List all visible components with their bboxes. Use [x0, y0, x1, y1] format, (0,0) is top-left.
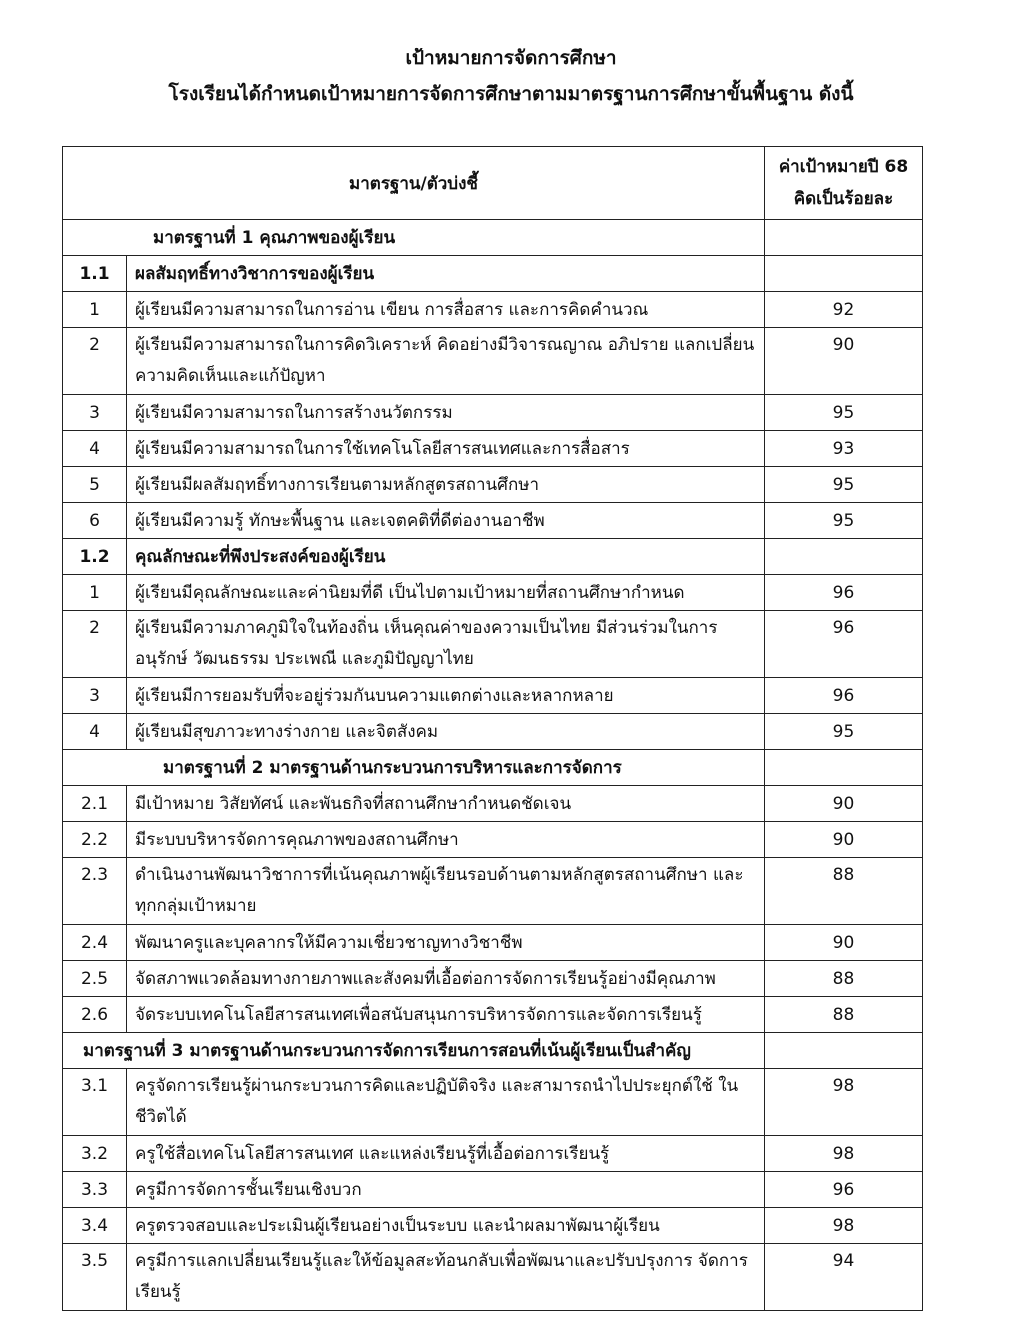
row-text: ครูตรวจสอบและประเมินผู้เรียนอย่างเป็นระบบ และนำผลมาพัฒนาผู้เรียน: [127, 1208, 765, 1244]
group-row: [63, 539, 923, 575]
row-text: ครูจัดการเรียนรู้ผ่านกระบวนการคิดและปฏิบัติจริง และสามารถนำไปประยุกต์ใช้ ในชีวิตได้: [127, 1069, 765, 1136]
table-row: [63, 858, 923, 925]
empty-cell: [765, 539, 923, 575]
standard-2-row: [63, 750, 923, 786]
row-value: 98: [765, 1208, 923, 1244]
row-number: 3.5: [63, 1244, 127, 1311]
row-value: 95: [765, 503, 923, 539]
row-text: ผู้เรียนมีคุณลักษณะและค่านิยมที่ดี เป็นไปตามเป้าหมายที่สถานศึกษากำหนด: [127, 575, 765, 611]
row-text: ผู้เรียนมีความสามารถในการใช้เทคโนโลยีสารสนเทศและการสื่อสาร: [127, 431, 765, 467]
table-row: [63, 1172, 923, 1208]
row-number: 3.2: [63, 1136, 127, 1172]
table-header-row: [63, 147, 923, 220]
row-value: 95: [765, 467, 923, 503]
row-number: 2.1: [63, 786, 127, 822]
table-row: [63, 503, 923, 539]
empty-cell: [765, 256, 923, 292]
group-title: คุณลักษณะที่พึงประสงค์ของผู้เรียน: [127, 539, 765, 575]
row-number: 1: [63, 575, 127, 611]
row-value: 96: [765, 611, 923, 678]
table-row: [63, 1136, 923, 1172]
row-text: ผู้เรียนมีผลสัมฤทธิ์ทางการเรียนตามหลักสูตรสถานศึกษา: [127, 467, 765, 503]
header-target: [765, 147, 923, 220]
row-number: 2.2: [63, 822, 127, 858]
table-row: [63, 611, 923, 678]
table-row: [63, 678, 923, 714]
row-value: 88: [765, 961, 923, 997]
row-value: 98: [765, 1136, 923, 1172]
standard-1-title: มาตรฐานที่ 1 คุณภาพของผู้เรียน: [63, 220, 765, 256]
row-text: จัดระบบเทคโนโลยีสารสนเทศเพื่อสนับสนุนการบริหารจัดการและจัดการเรียนรู้: [127, 997, 765, 1033]
group-row: [63, 256, 923, 292]
document-titles: [0, 40, 1022, 112]
document-subtitle: โรงเรียนได้กำหนดเป้าหมายการจัดการศึกษาตามมาตรฐานการศึกษาขั้นพื้นฐาน ดังนี้: [168, 83, 854, 105]
row-number: 4: [63, 714, 127, 750]
row-text: ผู้เรียนมีการยอมรับที่จะอยู่ร่วมกันบนความแตกต่างและหลากหลาย: [127, 678, 765, 714]
empty-cell: [765, 220, 923, 256]
group-title: ผลสัมฤทธิ์ทางวิชาการของผู้เรียน: [127, 256, 765, 292]
row-number: 1: [63, 292, 127, 328]
table-row: [63, 822, 923, 858]
table-row: [63, 1069, 923, 1136]
header-standard: มาตรฐาน/ตัวบ่งชี้: [63, 147, 765, 220]
row-number: 2.5: [63, 961, 127, 997]
row-number: 4: [63, 431, 127, 467]
row-text: ครูมีการจัดการชั้นเรียนเชิงบวก: [127, 1172, 765, 1208]
document-title: เป้าหมายการจัดการศึกษา: [405, 47, 617, 69]
row-number: 2: [63, 611, 127, 678]
standard-1-row: [63, 220, 923, 256]
row-value: 94: [765, 1244, 923, 1311]
row-number: 2.4: [63, 925, 127, 961]
row-text: ผู้เรียนมีความรู้ ทักษะพื้นฐาน และเจตคติที่ดีต่องานอาชีพ: [127, 503, 765, 539]
row-value: 98: [765, 1069, 923, 1136]
row-number: 6: [63, 503, 127, 539]
row-value: 95: [765, 395, 923, 431]
row-text: ผู้เรียนมีความสามารถในการคิดวิเคราะห์ คิดอย่างมีวิจารณญาณ อภิปราย แลกเปลี่ยนความคิดเห็นและแก้ปัญหา: [127, 328, 765, 395]
header-target-line2: คิดเป็นร้อยละ: [793, 189, 894, 209]
empty-cell: [765, 750, 923, 786]
group-number: 1.2: [63, 539, 127, 575]
row-number: 2.3: [63, 858, 127, 925]
row-text: ผู้เรียนมีสุขภาวะทางร่างกาย และจิตสังคม: [127, 714, 765, 750]
row-value: 90: [765, 925, 923, 961]
row-number: 3.4: [63, 1208, 127, 1244]
row-number: 5: [63, 467, 127, 503]
header-target-line1: ค่าเป้าหมายปี 68: [778, 157, 909, 177]
table-row: [63, 1244, 923, 1311]
table-row: [63, 961, 923, 997]
row-number: 3.1: [63, 1069, 127, 1136]
row-value: 88: [765, 997, 923, 1033]
group-number: 1.1: [63, 256, 127, 292]
row-text: พัฒนาครูและบุคลากรให้มีความเชี่ยวชาญทางวิชาชีพ: [127, 925, 765, 961]
table-row: [63, 292, 923, 328]
row-value: 95: [765, 714, 923, 750]
row-number: 3: [63, 395, 127, 431]
table-row: [63, 467, 923, 503]
table-row: [63, 997, 923, 1033]
row-value: 92: [765, 292, 923, 328]
row-text: ดำเนินงานพัฒนาวิชาการที่เน้นคุณภาพผู้เรียนรอบด้านตามหลักสูตรสถานศึกษา และทุกกลุ่มเป้าหมาย: [127, 858, 765, 925]
row-text: ผู้เรียนมีความสามารถในการอ่าน เขียน การสื่อสาร และการคิดคำนวณ: [127, 292, 765, 328]
row-text: ผู้เรียนมีความสามารถในการสร้างนวัตกรรม: [127, 395, 765, 431]
standard-2-title: มาตรฐานที่ 2 มาตรฐานด้านกระบวนการบริหารและการจัดการ: [63, 750, 765, 786]
row-number: 2: [63, 328, 127, 395]
row-value: 90: [765, 786, 923, 822]
table-row: [63, 1208, 923, 1244]
table-row: [63, 328, 923, 395]
row-number: 3: [63, 678, 127, 714]
row-text: จัดสภาพแวดล้อมทางกายภาพและสังคมที่เอื้อต่อการจัดการเรียนรู้อย่างมีคุณภาพ: [127, 961, 765, 997]
row-number: 3.3: [63, 1172, 127, 1208]
row-value: 96: [765, 678, 923, 714]
row-value: 90: [765, 822, 923, 858]
targets-table: [62, 146, 923, 1311]
row-value: 96: [765, 575, 923, 611]
row-text: มีระบบบริหารจัดการคุณภาพของสถานศึกษา: [127, 822, 765, 858]
table-row: [63, 714, 923, 750]
row-text: มีเป้าหมาย วิสัยทัศน์ และพันธกิจที่สถานศึกษากำหนดชัดเจน: [127, 786, 765, 822]
row-text: ครูมีการแลกเปลี่ยนเรียนรู้และให้ข้อมูลสะท้อนกลับเพื่อพัฒนาและปรับปรุงการ จัดการเรียนรู้: [127, 1244, 765, 1311]
row-value: 88: [765, 858, 923, 925]
table-row: [63, 395, 923, 431]
table-row: [63, 431, 923, 467]
standard-3-row: [63, 1033, 923, 1069]
standard-3-title: มาตรฐานที่ 3 มาตรฐานด้านกระบวนการจัดการเรียนการสอนที่เน้นผู้เรียนเป็นสำคัญ: [63, 1033, 765, 1069]
row-value: 96: [765, 1172, 923, 1208]
empty-cell: [765, 1033, 923, 1069]
row-text: ครูใช้สื่อเทคโนโลยีสารสนเทศ และแหล่งเรียนรู้ที่เอื้อต่อการเรียนรู้: [127, 1136, 765, 1172]
row-text: ผู้เรียนมีความภาคภูมิใจในท้องถิ่น เห็นคุณค่าของความเป็นไทย มีส่วนร่วมในการ อนุรักษ์ วัฒนธรรม ประเพณี และภูมิปัญญาไทย: [127, 611, 765, 678]
table-row: [63, 925, 923, 961]
row-value: 93: [765, 431, 923, 467]
row-value: 90: [765, 328, 923, 395]
table-row: [63, 786, 923, 822]
table-row: [63, 575, 923, 611]
row-number: 2.6: [63, 997, 127, 1033]
